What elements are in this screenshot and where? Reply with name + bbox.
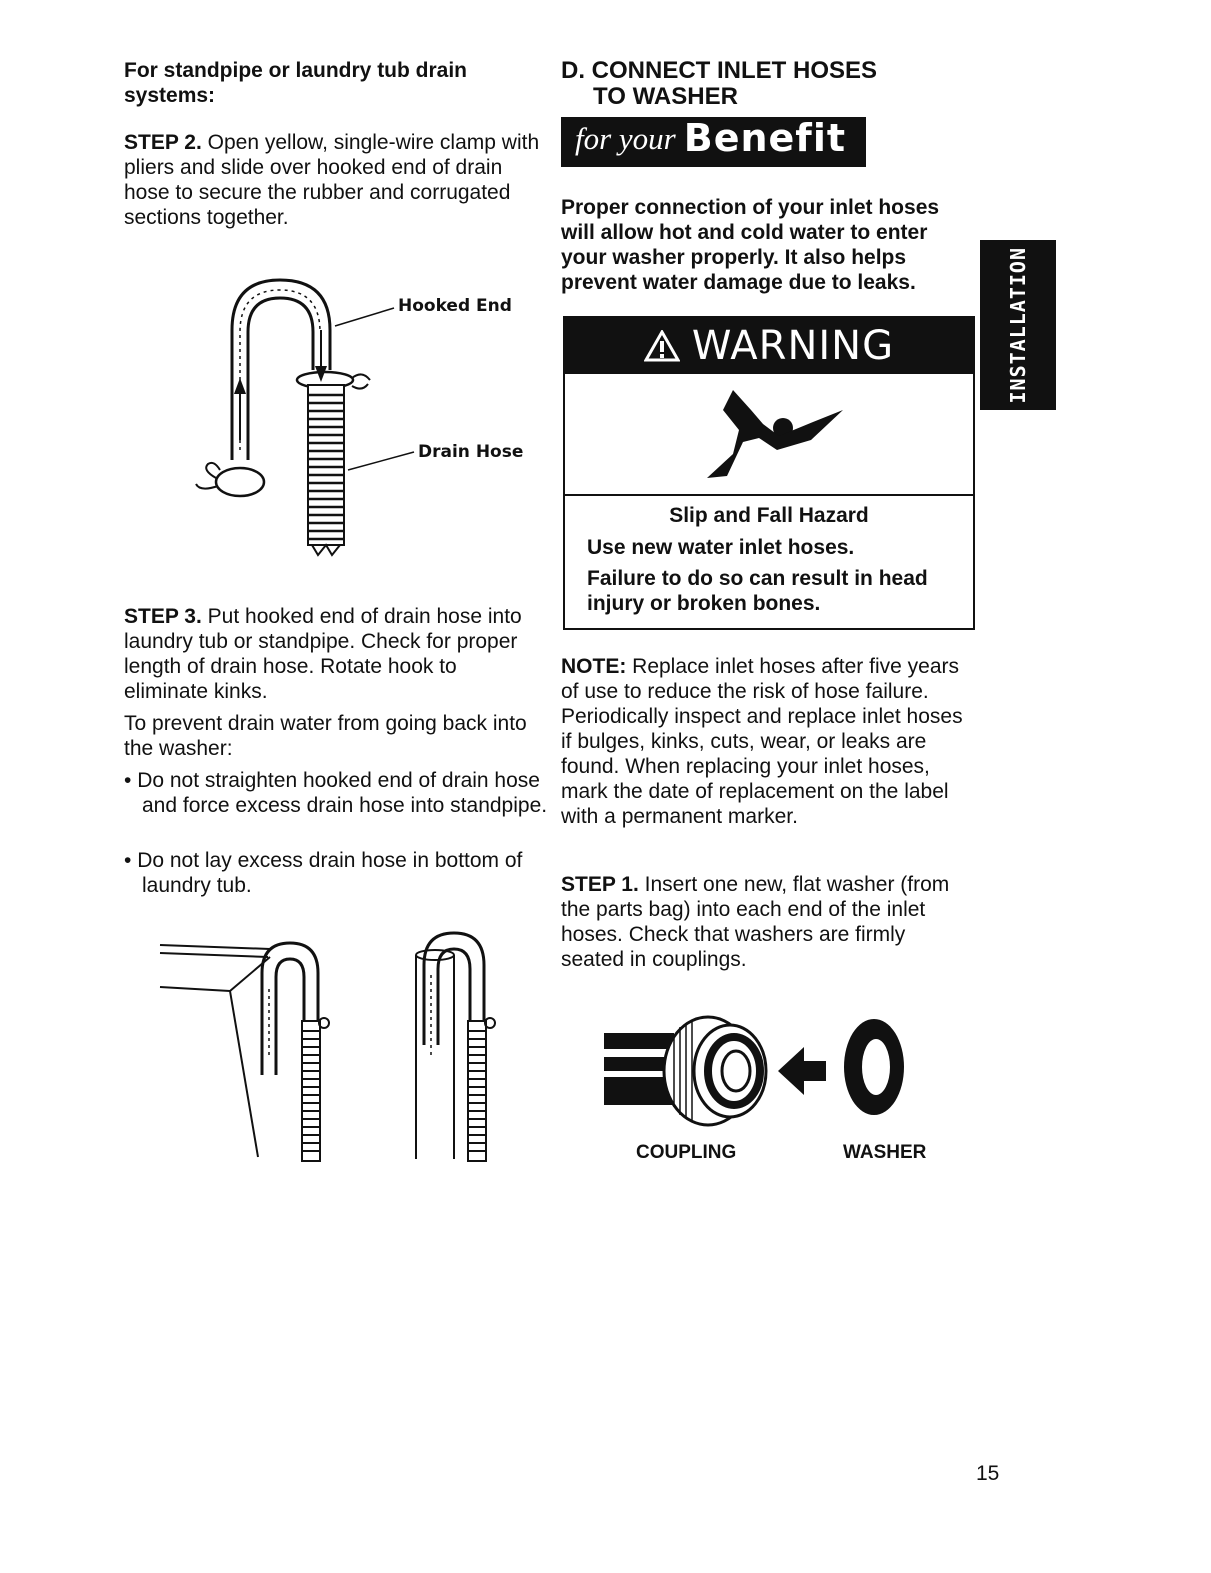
bullet-text-2: Do not lay excess drain hose in bottom of laundry tub.: [137, 849, 523, 897]
section-heading-line2: TO WASHER: [593, 83, 738, 110]
coupling-washer-figure: [600, 1005, 950, 1140]
coupling-caption: COUPLING: [636, 1142, 737, 1163]
section-heading: D. CONNECT INLET HOSES: [561, 57, 878, 84]
step3-text: Put hooked end of drain hose into laundry tub or standpipe. Check for proper length of drain hose. Rotate hook to eliminate kinks.: [124, 605, 522, 703]
benefit-big-text: Benefit: [683, 116, 847, 160]
hooked-end-label: Hooked End: [398, 296, 512, 316]
warning-line2: Failure to do so can result in head injury or broken bones.: [587, 567, 928, 615]
slip-fall-icon: [693, 380, 853, 490]
step3-label: STEP 3.: [124, 605, 202, 628]
bullet-text-1: Do not straighten hooked end of drain hose and force excess drain hose into standpipe.: [137, 769, 548, 817]
step1-text: Insert one new, flat washer (from the parts bag) into each end of the inlet hoses. Check that washers are firmly seated in couplings.: [561, 873, 950, 971]
for-your-benefit-banner: [561, 117, 866, 167]
tub-and-standpipe-figure: [150, 925, 530, 1170]
warning-line1: Use new water inlet hoses.: [587, 536, 855, 559]
installation-side-tab: [980, 240, 1056, 410]
side-tab-label: INSTALLATION: [1006, 246, 1030, 404]
step2-paragraph: [124, 130, 544, 230]
prevent-text: To prevent drain water from going back into the washer:: [124, 712, 527, 760]
warning-triangle-icon: [644, 330, 680, 362]
step2-label: STEP 2.: [124, 131, 202, 154]
drain-hose-label: Drain Hose: [418, 442, 524, 462]
step3-paragraph: [124, 604, 544, 704]
washer-caption: WASHER: [843, 1142, 927, 1163]
benefit-small-text: for your: [575, 121, 676, 156]
step1-label: STEP 1.: [561, 873, 639, 896]
page-number: 15: [976, 1462, 1000, 1485]
note-text: Replace inlet hoses after five years of use to reduce the risk of hose failure. Periodically inspect and replace inlet hoses if bulges, kinks, cuts, wear, or leaks are found. When replacing your inlet hoses, mark the date of replacement on the label with a permanent marker.: [561, 655, 963, 828]
note-paragraph: [561, 654, 966, 829]
warning-box: [563, 316, 975, 630]
warning-divider: [565, 494, 973, 496]
note-label: NOTE:: [561, 655, 627, 678]
bullet-item-1: • Do not straighten hooked end of drain hose and force excess drain hose into standpipe.: [124, 769, 548, 817]
bullet-item-2: • Do not lay excess drain hose in bottom of laundry tub.: [124, 849, 523, 897]
drain-systems-heading: For standpipe or laundry tub drain systems:: [124, 59, 468, 107]
warning-title: WARNING: [691, 323, 895, 369]
hazard-title: Slip and Fall Hazard: [669, 504, 869, 527]
benefit-paragraph: Proper connection of your inlet hoses will allow hot and cold water to enter your washer properly. It also helps prevent water damage due to leaks.: [561, 196, 940, 294]
warning-header: [565, 318, 973, 374]
step2-text: Open yellow, single-wire clamp with pliers and slide over hooked end of drain hose to secure the rubber and corrugated sections together.: [124, 131, 540, 229]
step1-paragraph: [561, 872, 951, 972]
